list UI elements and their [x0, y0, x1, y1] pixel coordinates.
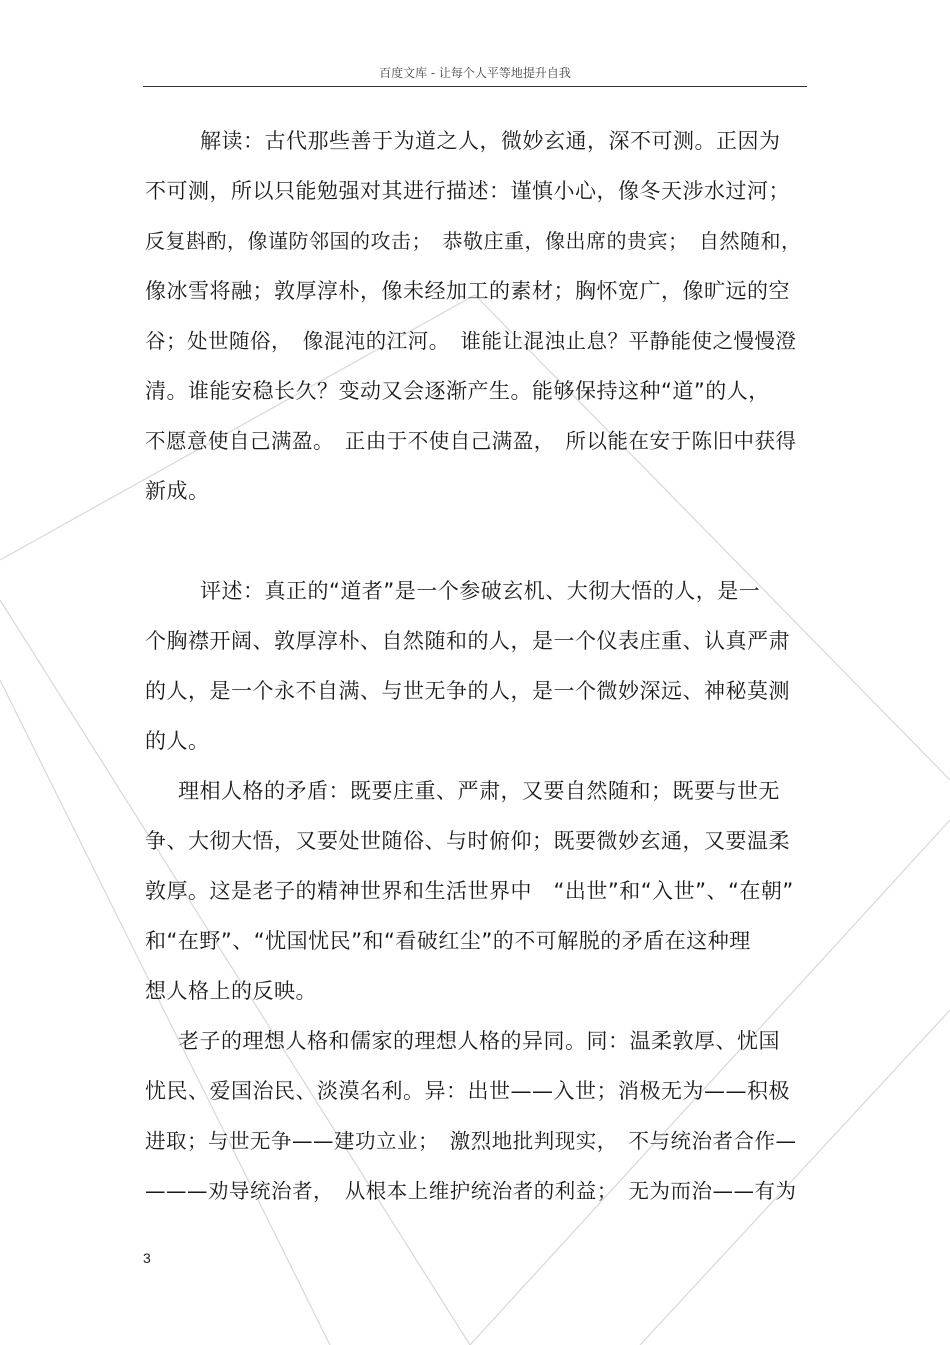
paragraph-line: 清。谁能安稳长久？变动又会逐渐产生。能够保持这种“道”的人， [145, 379, 770, 403]
paragraph-line: 敦厚。这是老子的精神世界和生活世界中 “出世”和“入世”、“在朝” [145, 879, 794, 903]
paragraph-line: 老子的理想人格和儒家的理想人格的异同。同：温柔敦厚、忧国 [178, 1029, 780, 1053]
paragraph-line: 忧民、爱国治民、淡漠名利。异：出世——入世；消极无为——积极 [145, 1079, 790, 1103]
paragraph-line: 新成。 [145, 479, 210, 503]
page-number: 3 [143, 1250, 151, 1266]
paragraph-line: 的人。 [145, 729, 210, 753]
paragraph-line: 评述：真正的“道者”是一个参破玄机、大彻大悟的人，是一 [200, 579, 761, 603]
paragraph-line: 不可测，所以只能勉强对其进行描述：谨慎小心，像冬天涉水过河； [145, 179, 790, 203]
paragraph-line: 谷；处世随俗， 像混沌的江河。 谁能让混浊止息？平静能使之慢慢澄 [145, 329, 797, 353]
paragraph-line: 像冰雪将融；敦厚淳朴，像未经加工的素材；胸怀宽广，像旷远的空 [145, 279, 790, 303]
paragraph-line: 想人格上的反映。 [145, 979, 317, 1003]
paragraph-line: 解读：古代那些善于为道之人，微妙玄通，深不可测。正因为 [200, 129, 781, 153]
paragraph-line: 的人，是一个永不自满、与世无争的人，是一个微妙深远、神秘莫测 [145, 679, 790, 703]
paragraph-line: ———劝导统治者， 从根本上维护统治者的利益； 无为而治——有为 [145, 1179, 797, 1203]
header-divider [143, 86, 807, 87]
paragraph-line: 和“在野”、“忧国忧民”和“看破红尘”的不可解脱的矛盾在这种理 [145, 929, 751, 953]
paragraph-line: 不愿意使自己满盈。 正由于不使自己满盈， 所以能在安于陈旧中获得 [145, 429, 797, 453]
paragraph-line: 进取；与世无争——建功立业； 激烈地批判现实， 不与统治者合作— [145, 1129, 797, 1153]
paragraph-line: 争、大彻大悟，又要处世随俗、与时俯仰；既要微妙玄通，又要温柔 [145, 829, 790, 853]
paragraph-line: 个胸襟开阔、敦厚淳朴、自然随和的人，是一个仪表庄重、认真严肃 [145, 629, 790, 653]
paragraph-line: 理相人格的矛盾：既要庄重、严肃，又要自然随和；既要与世无 [178, 779, 780, 803]
page-header: 百度文库 - 让每个人平等地提升自我 [379, 66, 571, 80]
paragraph-line: 反复斟酌，像谨防邻国的攻击； 恭敬庄重，像出席的贵宾； 自然随和， [145, 229, 802, 253]
